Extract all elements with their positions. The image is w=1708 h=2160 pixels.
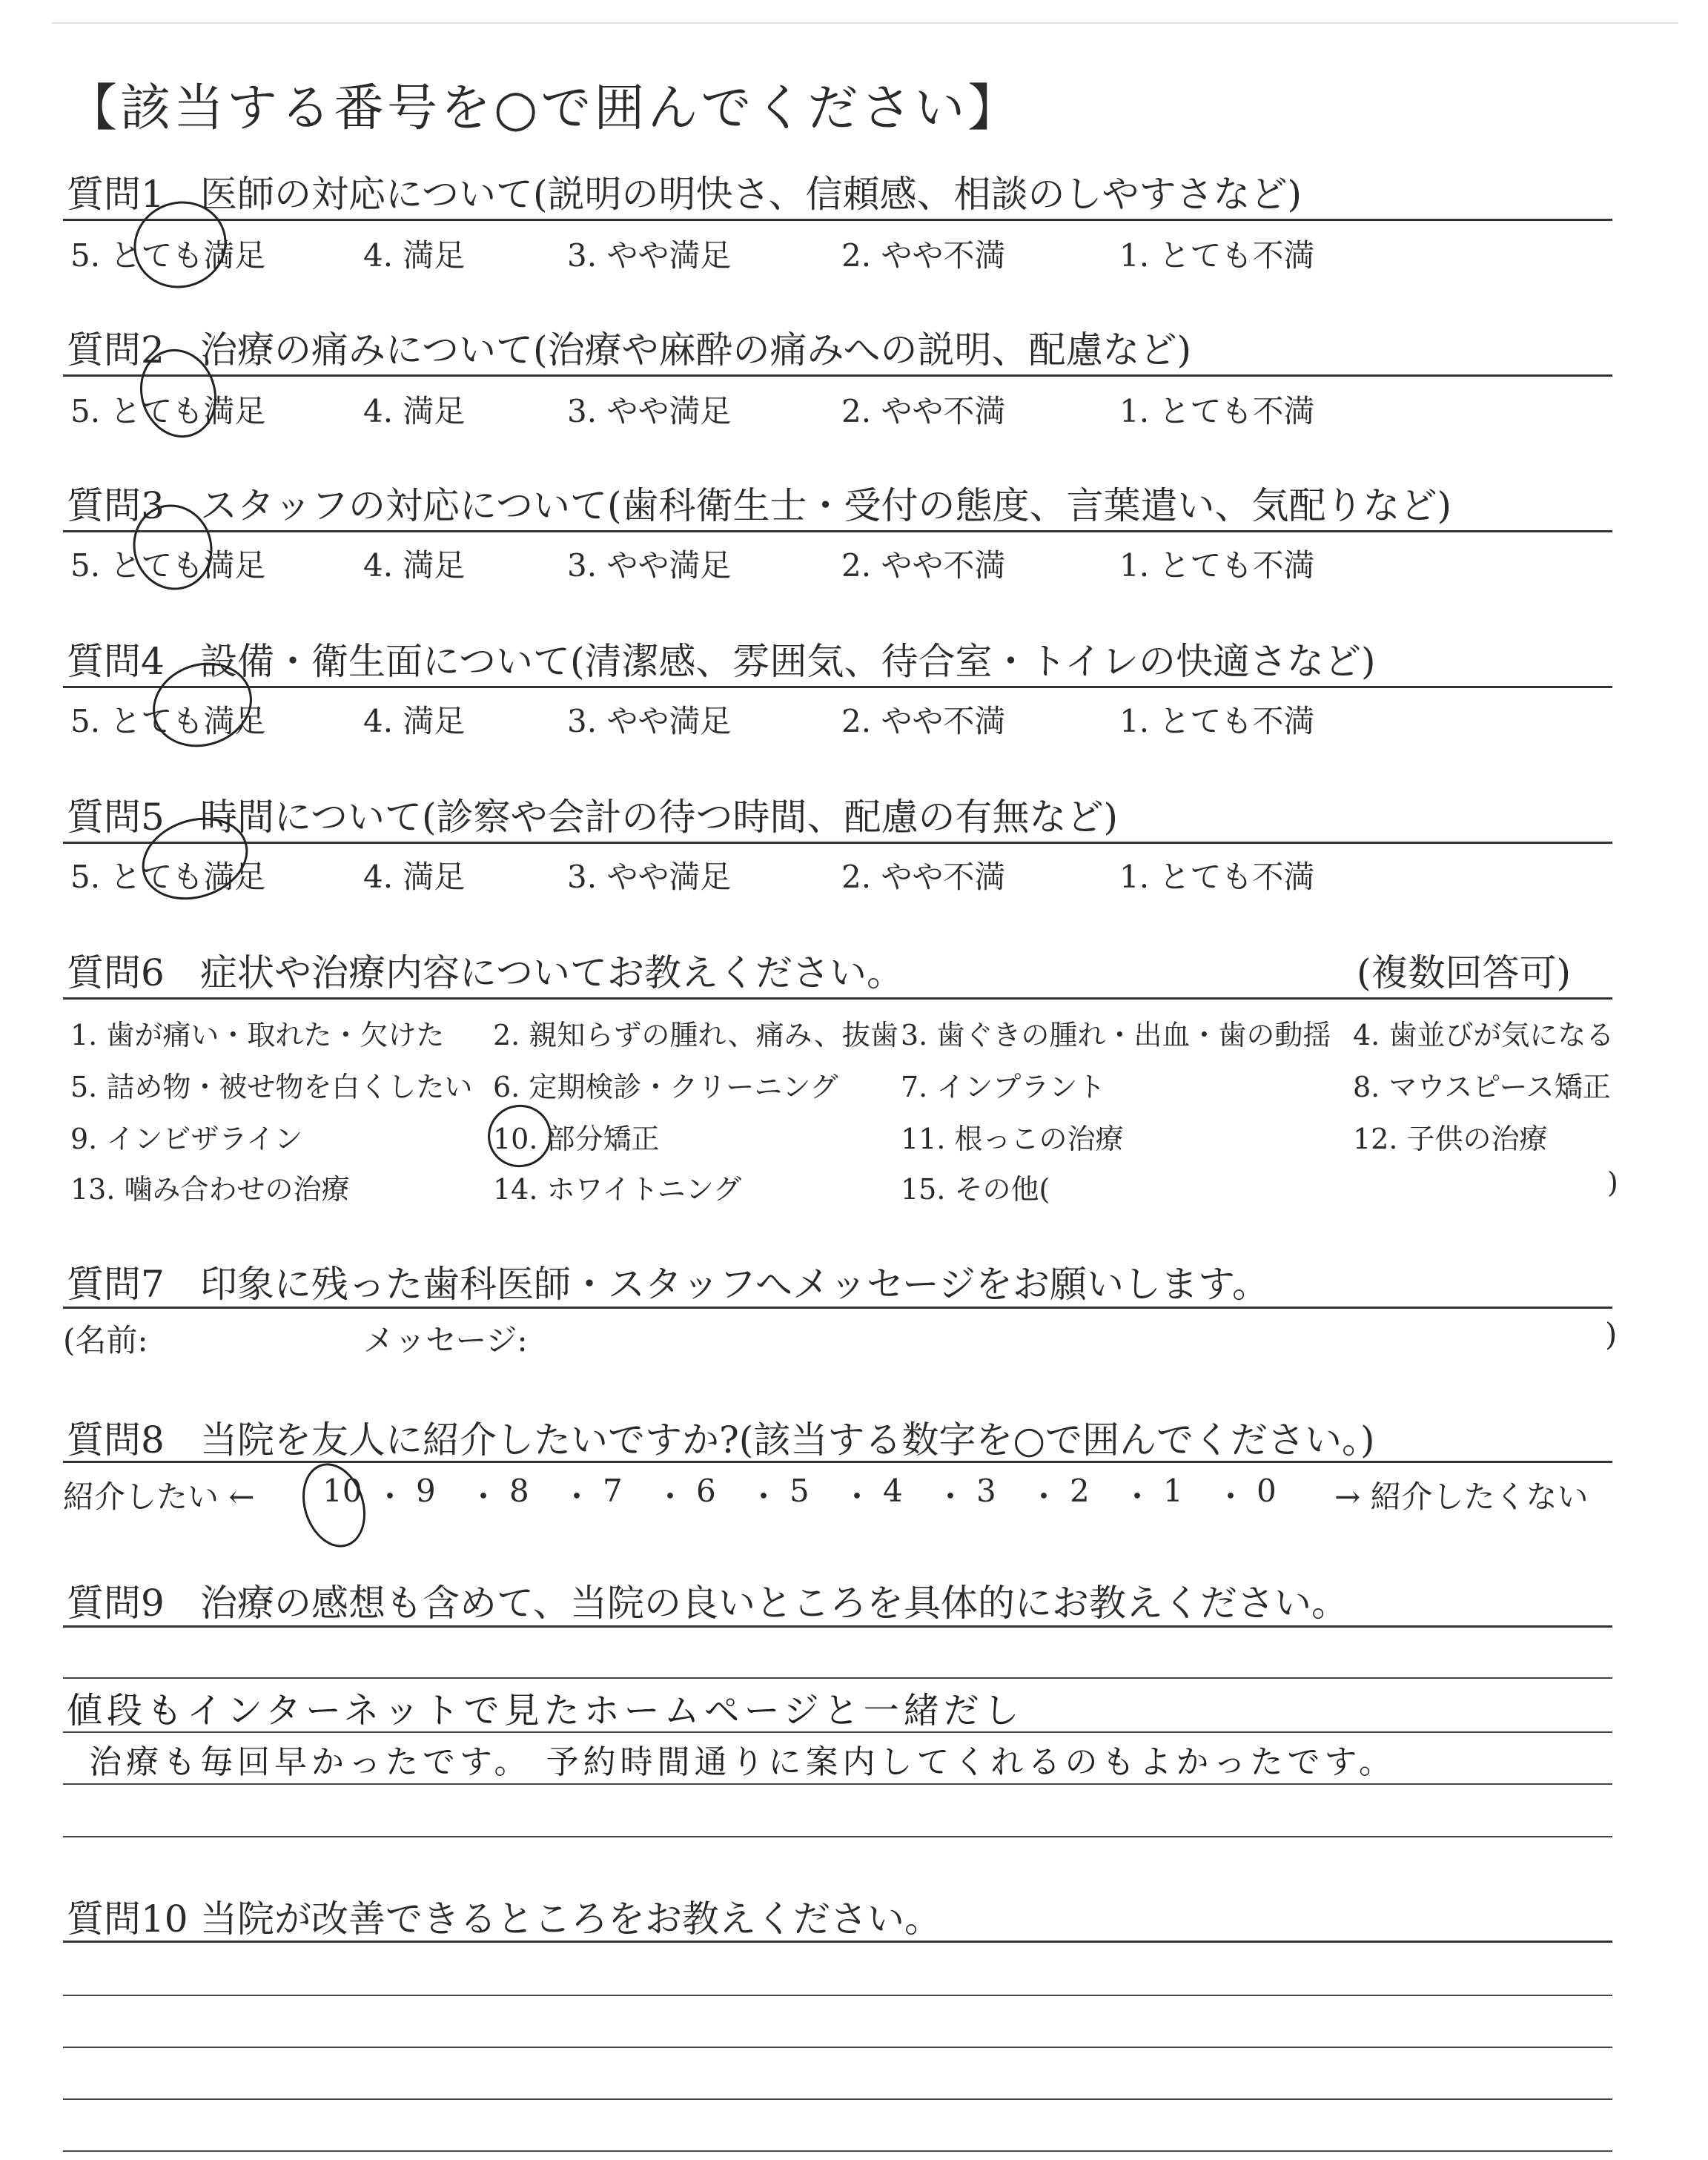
q6-option[interactable]: 1. 歯が痛い・取れた・欠けた	[70, 1019, 445, 1051]
question-number: 質問6	[67, 951, 165, 994]
scale-separator: ・	[1215, 1479, 1247, 1515]
divider	[63, 1625, 1612, 1628]
top-rule	[52, 22, 1678, 24]
question-9	[67, 1573, 1348, 1627]
question-text: 当院を友人に紹介したいですか?(該当する数字を○で囲んでください。)	[200, 1418, 1375, 1462]
q6-option[interactable]: 13. 噛み合わせの治療	[70, 1173, 350, 1206]
answer-line	[63, 1995, 1612, 1996]
divider	[63, 1941, 1612, 1943]
q4-option-3[interactable]: 3. やや満足	[567, 703, 732, 739]
question-number: 質問5	[67, 796, 165, 839]
q6-option[interactable]: 6. 定期検診・クリーニング	[493, 1071, 838, 1103]
question-text: 印象に残った歯科医師・スタッフへメッセージをお願いします。	[200, 1263, 1269, 1306]
q6-option[interactable]: 9. インビザライン	[70, 1123, 303, 1155]
q6-option[interactable]: 10. 部分矯正	[493, 1123, 660, 1155]
question-text: 当院が改善できるところをお教えください。	[200, 1898, 941, 1941]
question-text: 医師の対応について(説明の明快さ、信頼感、相談のしやすさなど)	[200, 173, 1302, 216]
question-text: 治療の痛みについて(治療や麻酔の痛みへの説明、配慮など)	[200, 328, 1192, 371]
recommend-right-label: → 紹介したくない	[1334, 1479, 1589, 1515]
answer-line	[63, 1836, 1612, 1837]
answer-line	[63, 2150, 1612, 2152]
q5-option-5[interactable]: 5. とても満足	[70, 859, 266, 895]
q2-option-2[interactable]: 2. やや不満	[841, 393, 1006, 429]
question-text: 症状や治療内容についてお教えください。	[200, 951, 904, 994]
question-number: 質問4	[67, 640, 165, 683]
q5-option-1[interactable]: 1. とても不満	[1119, 859, 1315, 895]
q3-option-3[interactable]: 3. やや満足	[567, 547, 732, 584]
q4-option-1[interactable]: 1. とても不満	[1119, 703, 1315, 739]
scale-value[interactable]: 5	[790, 1473, 810, 1509]
q2-option-3[interactable]: 3. やや満足	[567, 393, 732, 429]
scale-separator: ・	[468, 1479, 500, 1515]
q6-option[interactable]: 7. インプラント	[901, 1071, 1106, 1103]
question-number: 質問10	[67, 1898, 188, 1941]
q3-option-2[interactable]: 2. やや不満	[841, 547, 1006, 584]
q6-option[interactable]: 5. 詰め物・被せ物を白くしたい	[70, 1071, 473, 1103]
scale-separator: ・	[1028, 1479, 1060, 1515]
q4-option-5[interactable]: 5. とても満足	[70, 703, 266, 739]
q6-option[interactable]: 8. マウスピース矯正	[1353, 1071, 1611, 1103]
q5-option-4[interactable]: 4. 満足	[363, 859, 466, 895]
q1-option-1[interactable]: 1. とても不満	[1119, 237, 1315, 274]
divider	[63, 219, 1612, 221]
scale-value[interactable]: 8	[509, 1473, 529, 1509]
q5-option-2[interactable]: 2. やや不満	[841, 859, 1006, 895]
question-2	[67, 320, 1191, 374]
question-number: 質問9	[67, 1582, 165, 1625]
divider	[63, 1461, 1612, 1463]
q6-option[interactable]: 11. 根っこの治療	[901, 1123, 1124, 1155]
scale-value[interactable]: 1	[1163, 1473, 1183, 1509]
handwritten-answer-line: 値段もインターネットで見たホームページと一緒だし	[67, 1690, 1024, 1731]
answer-line	[63, 2098, 1612, 2100]
scale-separator: ・	[748, 1479, 780, 1515]
question-number: 質問3	[67, 484, 165, 527]
q6-option[interactable]: 14. ホワイトニング	[493, 1173, 742, 1206]
divider	[63, 374, 1612, 377]
question-number: 質問7	[67, 1263, 165, 1306]
q1-option-2[interactable]: 2. やや不満	[841, 237, 1006, 274]
question-text: スタッフの対応について(歯科衛生士・受付の態度、言葉遣い、気配りなど)	[200, 484, 1452, 527]
q5-option-3[interactable]: 3. やや満足	[567, 859, 732, 895]
q6-option[interactable]: 3. 歯ぐきの腫れ・出血・歯の動揺	[901, 1019, 1331, 1051]
question-text: 治療の感想も含めて、当院の良いところを具体的にお教えください。	[200, 1582, 1348, 1625]
q6-option[interactable]: 4. 歯並びが気になる	[1353, 1019, 1615, 1051]
name-label: (名前:	[63, 1322, 148, 1358]
message-label: メッセージ:	[363, 1322, 528, 1358]
q6-option[interactable]: 2. 親知らずの腫れ、痛み、抜歯	[493, 1019, 898, 1051]
question-10	[67, 1889, 941, 1943]
q1-option-5[interactable]: 5. とても満足	[70, 237, 266, 274]
question-3	[67, 476, 1452, 529]
scale-separator: ・	[374, 1479, 406, 1515]
q2-option-5[interactable]: 5. とても満足	[70, 393, 266, 429]
divider	[63, 530, 1612, 532]
question-8	[67, 1410, 1374, 1464]
q4-option-4[interactable]: 4. 満足	[363, 703, 466, 739]
question-text: 設備・衛生面について(清潔感、雰囲気、待合室・トイレの快適さなど)	[200, 640, 1376, 683]
answer-line	[63, 1677, 1612, 1679]
q2-option-4[interactable]: 4. 満足	[363, 393, 466, 429]
question-6	[67, 943, 904, 997]
question-text: 時間について(診察や会計の待つ時間、配慮の有無など)	[200, 796, 1119, 839]
answer-line	[63, 1783, 1612, 1785]
scale-value[interactable]: 4	[883, 1473, 903, 1509]
question-7	[67, 1255, 1269, 1308]
selection-circle	[480, 1097, 560, 1175]
q3-option-5[interactable]: 5. とても満足	[70, 547, 266, 584]
handwritten-answer-line: 治療も毎回早かったです。 予約時間通りに案内してくれるのもよかったです。	[89, 1743, 1396, 1781]
q1-option-4[interactable]: 4. 満足	[363, 237, 466, 274]
scale-value[interactable]: 3	[976, 1473, 996, 1509]
question-4	[67, 632, 1376, 685]
q2-option-1[interactable]: 1. とても不満	[1119, 393, 1315, 429]
scale-value[interactable]: 9	[416, 1473, 436, 1509]
answer-line	[63, 2047, 1612, 2048]
scale-value[interactable]: 2	[1070, 1473, 1090, 1509]
multiple-answer-note: (複数回答可)	[1357, 951, 1572, 994]
scale-value[interactable]: 0	[1257, 1473, 1277, 1509]
divider	[63, 842, 1612, 844]
scale-separator: ・	[655, 1479, 686, 1515]
question-number: 質問8	[67, 1418, 165, 1462]
page-header: 【該当する番号を○で囲んでください】	[67, 79, 1022, 138]
q6-other-close: )	[1607, 1166, 1618, 1199]
recommend-left-label: 紹介したい ←	[63, 1479, 255, 1515]
question-1	[67, 165, 1302, 218]
q4-option-2[interactable]: 2. やや不満	[841, 703, 1006, 739]
q3-option-4[interactable]: 4. 満足	[363, 547, 466, 584]
q1-option-3[interactable]: 3. やや満足	[567, 237, 732, 274]
scale-separator: ・	[841, 1479, 873, 1515]
scale-separator: ・	[935, 1479, 967, 1515]
scale-value[interactable]: 6	[696, 1473, 716, 1509]
scale-value[interactable]: 10	[322, 1473, 363, 1509]
q6-option[interactable]: 12. 子供の治療	[1353, 1123, 1548, 1155]
q3-option-1[interactable]: 1. とても不満	[1119, 547, 1315, 584]
question-number: 質問1	[67, 173, 165, 216]
scale-separator: ・	[1122, 1479, 1153, 1515]
divider	[63, 1307, 1612, 1309]
divider	[63, 686, 1612, 688]
divider	[63, 997, 1612, 1000]
question-number: 質問2	[67, 328, 165, 371]
message-close: )	[1605, 1316, 1618, 1353]
q6-option[interactable]: 15. その他(	[901, 1173, 1050, 1206]
scale-separator: ・	[561, 1479, 593, 1515]
scale-value[interactable]: 7	[603, 1473, 623, 1509]
selection-circle	[292, 1455, 376, 1555]
